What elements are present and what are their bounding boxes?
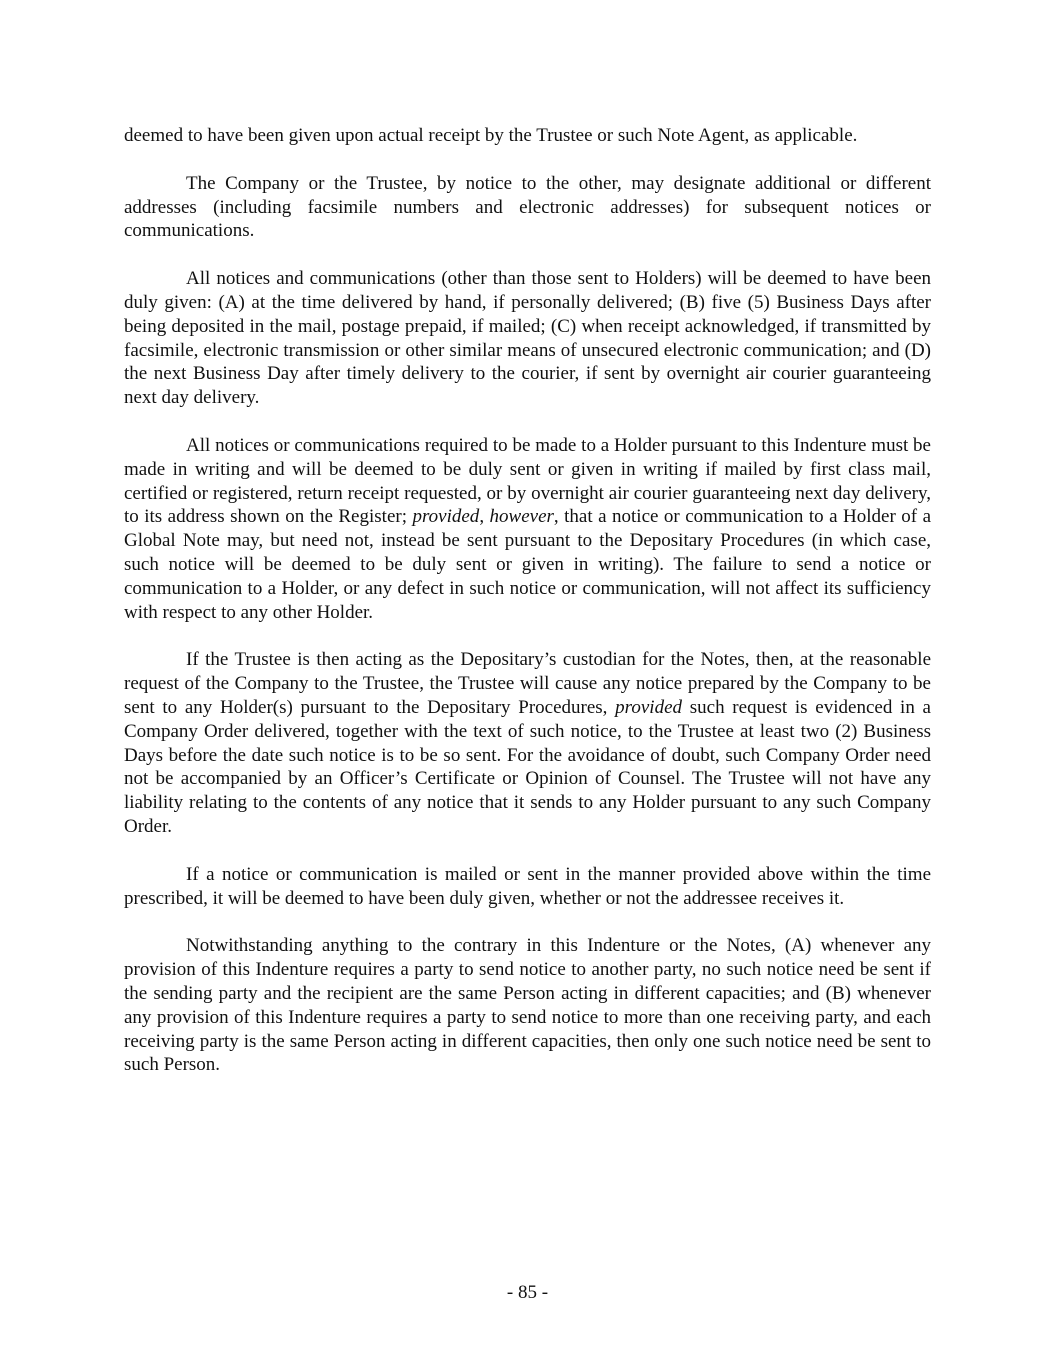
- page-number: - 85 -: [506, 1282, 549, 1303]
- italic-term-provided: provided: [412, 506, 480, 528]
- text-run: such request is evidenced in a Company Order delivered, together with the text of such notice, to the Trustee at least two (2) Business Days before the date such notice is to be so sent. For the avoidance of doubt, such Company Order need not be accompanied by an Officer’s Certificate or Opinion of Counsel. The Trustee will not have any liability relating to the contents of any notice that it sends to any Holder pursuant to any such Company Order.: [124, 696, 931, 837]
- paragraph-notice-timing: All notices and communications (other than those sent to Holders) will be deemed to have been duly given: (A) at the time delivered by hand, if personally delivered; (B) five (5) Business Days after being deposited in the mail, postage prepaid, if mailed; (C) when receipt acknowledged, if transmitted by facsimile, electronic transmission or other similar means of unsecured electronic communication; and (D) the next Business Day after timely delivery to the courier, if sent by overnight air courier guaranteeing next day delivery.: [124, 268, 931, 409]
- text-run: ,: [479, 506, 490, 528]
- italic-term-provided: provided: [615, 696, 683, 718]
- paragraph-depositary-custodian: [124, 648, 931, 838]
- italic-term-however: however: [489, 506, 554, 528]
- paragraph-deemed-given: If a notice or communication is mailed or sent in the manner provided above within the time prescribed, it will be deemed to have been duly given, whether or not the addressee receives it.: [124, 863, 931, 909]
- text-run: If the Trustee is then acting as the Depositary’s custodian for the Notes, then, at the reasonable request of the Company to the Trustee, the Trustee will cause any notice prepared by the Company to be sent to any Holder(s) pursuant to the Depositary Procedures,: [124, 649, 931, 718]
- text-run: All notices or communications required to be made to a Holder pursuant to this Indenture must be made in writing and will be deemed to be duly sent or given in writing if mailed by first class mail, certified or registered, return receipt requested, or by overnight air courier guaranteeing next day delivery, to its address shown on the Register;: [124, 434, 931, 528]
- paragraph-continuation: deemed to have been given upon actual receipt by the Trustee or such Note Agent, as applicable.: [124, 125, 858, 146]
- text-run: , that a notice or communication to a Holder of a Global Note may, but need not, instead be sent pursuant to the Depositary Procedures (in which case, such notice will be deemed to be duly sent or given in writing). The failure to send a notice or communication to a Holder, or any defect in such notice or communication, will not affect its sufficiency with respect to any other Holder.: [124, 506, 932, 623]
- paragraph-same-person: Notwithstanding anything to the contrary in this Indenture or the Notes, (A) whenever any provision of this Indenture requires a party to send notice to another party, no such notice need be sent if the sending party and the recipient are the same Person acting in different capacities; and (B) whenever any provision of this Indenture requires a party to send notice to more than one receiving party, and each receiving party is the same Person acting in different capacities, then only one such notice need be sent to such Person.: [124, 935, 931, 1076]
- paragraph-holder-notices: [124, 434, 931, 624]
- paragraph-address-designation: The Company or the Trustee, by notice to the other, may designate additional or different addresses (including facsimile numbers and electronic addresses) for subsequent notices or communications.: [124, 172, 931, 242]
- document-body: [124, 124, 931, 1101]
